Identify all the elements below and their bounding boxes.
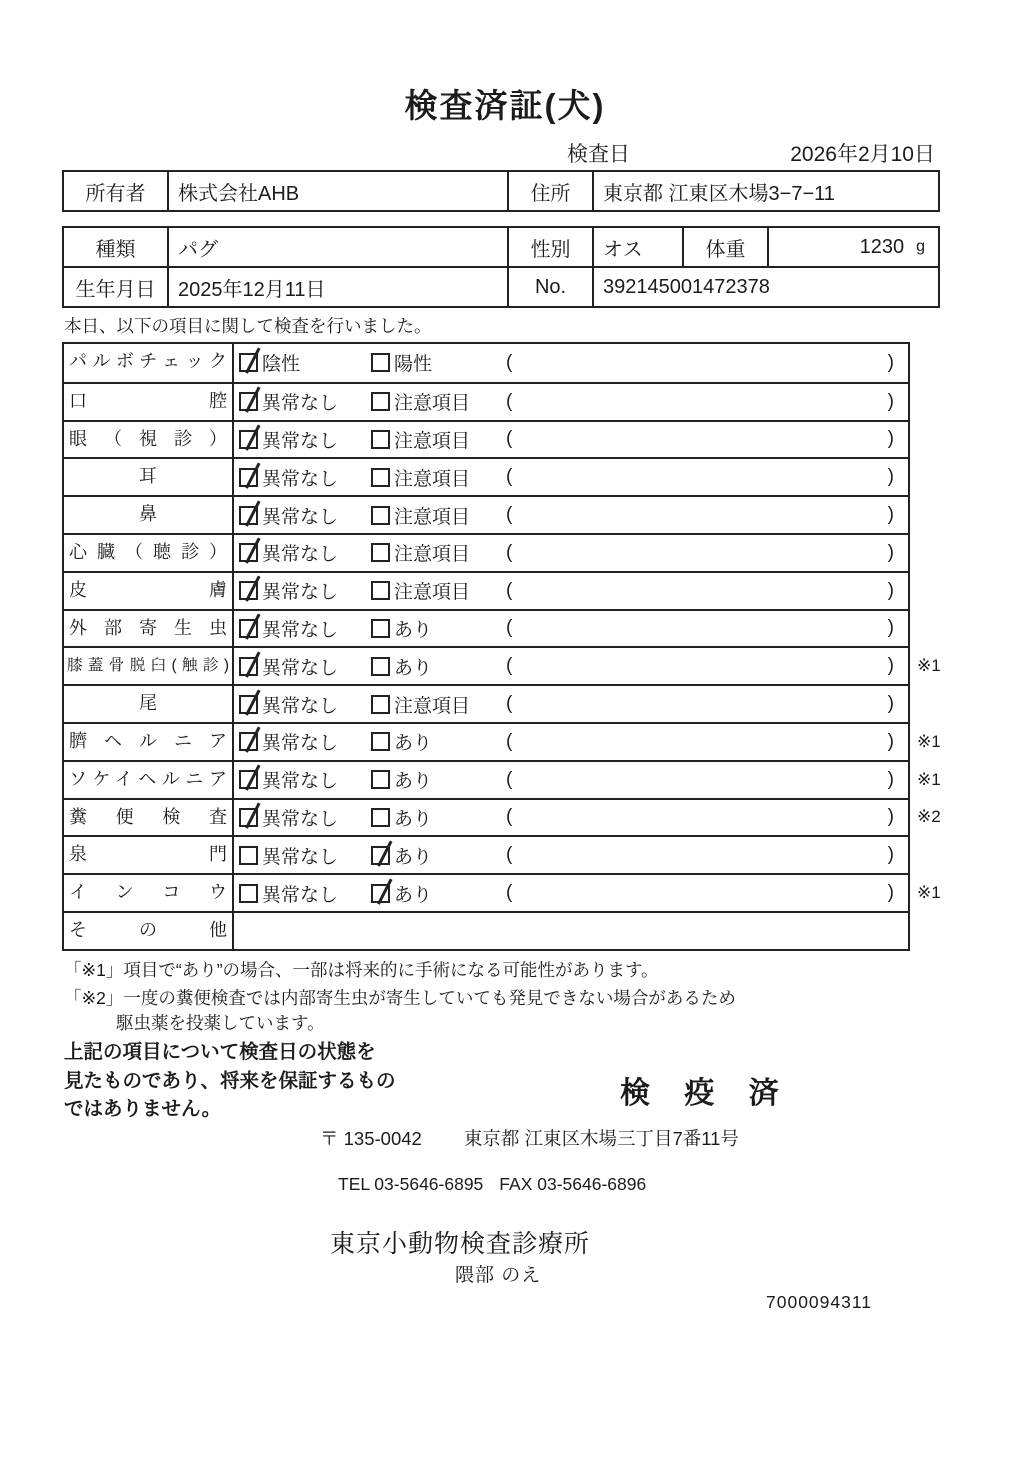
inspection-date-label: 検査日 [567, 143, 630, 166]
clinic-contact-line [338, 1174, 646, 1195]
result-option-label: 異常なし [262, 582, 339, 604]
result-option [239, 611, 338, 647]
exam-item-label: 皮膚 [64, 573, 234, 609]
checkbox-unchecked[interactable] [371, 392, 390, 411]
checkbox-unchecked[interactable] [371, 770, 390, 789]
checkbox-checked[interactable] [239, 657, 258, 676]
result-option [239, 573, 338, 609]
checkbox-unchecked[interactable] [371, 581, 390, 600]
open-paren: ( [506, 541, 513, 563]
result-option [239, 762, 338, 798]
clinic-fax: FAX 03-5646-6896 [499, 1174, 647, 1194]
open-paren: ( [506, 882, 513, 904]
checklist-row [64, 533, 908, 571]
checklist-row [64, 722, 941, 760]
owner-address-value: 東京都 江東区木場3−7−11 [592, 172, 938, 210]
checkbox-unchecked[interactable] [371, 543, 390, 562]
checklist-row [64, 457, 908, 495]
close-paren: ) [887, 768, 894, 790]
birth-label-cell: 生年月日 [75, 278, 156, 301]
result-option-label: 注意項目 [394, 695, 471, 717]
open-paren: ( [506, 844, 513, 866]
checkbox-unchecked[interactable] [371, 657, 390, 676]
result-option-label: 異常なし [262, 393, 339, 415]
checklist-row [64, 873, 941, 911]
exam-item-label: 鼻 [64, 497, 234, 533]
checkbox-checked[interactable] [239, 506, 258, 525]
open-paren: ( [506, 693, 513, 715]
result-option-label: 注意項目 [394, 430, 471, 452]
checkbox-checked[interactable] [371, 884, 390, 903]
open-paren: ( [506, 730, 513, 752]
result-option [239, 837, 338, 873]
checkbox-unchecked[interactable] [371, 468, 390, 487]
close-paren: ) [887, 351, 894, 373]
postal-code: 〒 135-0042 [320, 1128, 422, 1149]
result-option [371, 762, 432, 798]
remarks-field [506, 573, 894, 609]
species-value: パグ [167, 228, 507, 266]
checkbox-checked[interactable] [239, 695, 258, 714]
checkbox-unchecked[interactable] [239, 846, 258, 865]
exam-row-content [234, 875, 908, 911]
result-option [371, 800, 432, 836]
sex-value: オス [592, 228, 682, 266]
result-option [239, 724, 338, 760]
exam-item-label: 外部寄生虫 [64, 611, 234, 647]
exam-row-content [234, 344, 908, 382]
result-option-label: 異常なし [262, 544, 339, 566]
checkbox-checked[interactable] [239, 581, 258, 600]
result-option-label: 異常なし [262, 884, 339, 906]
footnote-2-continued: 駆虫薬を投薬しています。 [116, 1013, 325, 1033]
result-option [239, 422, 338, 458]
checklist-row [64, 344, 908, 382]
exam-row-content [234, 913, 908, 949]
document-number: 7000094311 [766, 1292, 873, 1312]
exam-row-content [234, 800, 908, 836]
intro-text: 本日、以下の項目に関して検査を行いました。 [64, 316, 432, 336]
remarks-field [506, 535, 894, 571]
close-paren: ) [887, 806, 894, 828]
exam-row-content [234, 535, 908, 571]
result-option [239, 800, 338, 836]
checkbox-checked[interactable] [239, 430, 258, 449]
clinic-tel: TEL 03-5646-6895 [338, 1174, 484, 1194]
checkbox-checked[interactable] [239, 619, 258, 638]
close-paren: ) [887, 655, 894, 677]
checkbox-checked[interactable] [239, 808, 258, 827]
checklist-row [64, 835, 908, 873]
result-option-label: 異常なし [262, 846, 339, 868]
inspection-date-value: 2026年2月10日 [790, 143, 935, 166]
exam-item-label: ソケイヘルニア [64, 762, 234, 798]
result-option [371, 459, 470, 495]
result-option [239, 648, 338, 684]
quarantine-passed-stamp: 検 疫 済 [620, 1077, 792, 1110]
owner-table [62, 170, 940, 212]
close-paren: ) [887, 693, 894, 715]
checkbox-checked[interactable] [239, 392, 258, 411]
registration-no-value: 392145001472378 [592, 268, 938, 306]
result-option [371, 384, 470, 420]
result-option [371, 875, 432, 911]
result-option-label: 異常なし [262, 430, 339, 452]
close-paren: ) [887, 844, 894, 866]
result-option-label: あり [394, 657, 433, 679]
exam-item-label: 臍ヘルニア [64, 724, 234, 760]
pet-info-table [62, 226, 940, 308]
result-option [239, 535, 338, 571]
exam-row-content [234, 686, 908, 722]
result-option-label: あり [394, 846, 433, 868]
exam-item-label: 眼（視診） [64, 422, 234, 458]
weight-cell [767, 228, 938, 266]
result-option-label: 注意項目 [394, 393, 471, 415]
exam-item-label: 心臓（聴診） [64, 535, 234, 571]
result-option-label: 異常なし [262, 808, 339, 830]
exam-row-content [234, 422, 908, 458]
remarks-field [506, 648, 894, 684]
checkbox-checked[interactable] [371, 846, 390, 865]
disclaimer-line: 上記の項目について検査日の状態を [64, 1041, 376, 1063]
remarks-field [506, 837, 894, 873]
result-option [371, 724, 432, 760]
result-option [239, 875, 338, 911]
exam-row-content [234, 762, 908, 798]
checkbox-unchecked[interactable] [371, 808, 390, 827]
checklist-row [64, 684, 908, 722]
result-option-label: あり [394, 733, 433, 755]
result-option [371, 422, 470, 458]
close-paren: ) [887, 390, 894, 412]
checkbox-unchecked[interactable] [371, 430, 390, 449]
remarks-field [506, 724, 894, 760]
remarks-field [506, 422, 894, 458]
open-paren: ( [506, 617, 513, 639]
remarks-field [506, 384, 894, 420]
open-paren: ( [506, 579, 513, 601]
clinic-name: 東京小動物検査診療所 [330, 1230, 591, 1258]
result-option [239, 459, 338, 495]
exam-item-label: 耳 [64, 459, 234, 495]
result-option-label: 陰性 [262, 354, 301, 376]
checkbox-checked[interactable] [239, 543, 258, 562]
footnote-2: 「※2」一度の糞便検査では内部寄生虫が寄生していても発見できない場合があるため [64, 988, 736, 1008]
result-option-label: 異常なし [262, 771, 339, 793]
footnote-marker: ※1 [917, 656, 941, 676]
result-option-label: 異常なし [262, 619, 339, 641]
remarks-field [506, 875, 894, 911]
result-option-label: 異常なし [262, 506, 339, 528]
open-paren: ( [506, 428, 513, 450]
checklist-row [64, 571, 908, 609]
open-paren: ( [506, 390, 513, 412]
close-paren: ) [887, 466, 894, 488]
checkbox-unchecked[interactable] [371, 695, 390, 714]
checklist-row [64, 495, 908, 533]
result-option-label: あり [394, 884, 433, 906]
close-paren: ) [887, 617, 894, 639]
remarks-field [506, 497, 894, 533]
owner-label-cell: 所有者 [85, 182, 146, 205]
footnote-marker: ※1 [917, 731, 941, 751]
exam-item-label: その他 [64, 913, 234, 949]
checklist-table [62, 342, 941, 951]
close-paren: ) [887, 428, 894, 450]
open-paren: ( [506, 504, 513, 526]
document-title: 検査済証(犬) [404, 87, 606, 124]
footnote-marker: ※2 [917, 807, 941, 827]
close-paren: ) [887, 730, 894, 752]
result-option [371, 344, 432, 382]
exam-item-label: 尾 [64, 686, 234, 722]
checklist-row [64, 420, 908, 458]
checkbox-unchecked[interactable] [371, 506, 390, 525]
exam-row-content [234, 497, 908, 533]
disclaimer-text [64, 1038, 396, 1124]
result-option-label: 異常なし [262, 657, 339, 679]
result-option-label: 異常なし [262, 733, 339, 755]
checklist-row [64, 609, 908, 647]
checkbox-checked[interactable] [239, 770, 258, 789]
result-option-label: あり [394, 619, 433, 641]
footnote-1: 「※1」項目で“あり”の場合、一部は将来的に手術になる可能性があります。 [64, 960, 659, 980]
exam-row-content [234, 459, 908, 495]
exam-item-label: 膝蓋骨脱臼(触診) [64, 648, 234, 684]
close-paren: ) [887, 579, 894, 601]
result-option [371, 535, 470, 571]
species-label-cell: 種類 [95, 238, 136, 261]
exam-item-label: インコウ [64, 875, 234, 911]
exam-row-content [234, 573, 908, 609]
result-option [239, 344, 300, 382]
close-paren: ) [887, 504, 894, 526]
checkbox-checked[interactable] [239, 468, 258, 487]
exam-item-label: 口腔 [64, 384, 234, 420]
result-option-label: 異常なし [262, 695, 339, 717]
exam-item-label: 泉門 [64, 837, 234, 873]
checklist-row [64, 760, 941, 798]
weight-label-cell: 体重 [682, 228, 767, 266]
weight-unit: g [916, 238, 925, 255]
result-option-label: 注意項目 [394, 544, 471, 566]
owner-name-value: 株式会社AHB [167, 172, 507, 210]
weight-value: 1230 [859, 235, 905, 258]
exam-row-content [234, 837, 908, 873]
open-paren: ( [506, 466, 513, 488]
owner-address-label-cell: 住所 [507, 172, 592, 210]
checkbox-unchecked[interactable] [371, 353, 390, 372]
result-option [239, 497, 338, 533]
checklist-row [64, 646, 941, 684]
result-option-label: 注意項目 [394, 506, 471, 528]
exam-item-label: パルボチェック [64, 344, 234, 382]
exam-row-content [234, 648, 908, 684]
result-option [371, 497, 470, 533]
checklist-row [64, 798, 941, 836]
checkbox-unchecked[interactable] [239, 884, 258, 903]
veterinarian-name: 隈部 のえ [455, 1265, 542, 1286]
result-option [371, 837, 432, 873]
checkbox-unchecked[interactable] [371, 732, 390, 751]
result-option [239, 686, 338, 722]
exam-item-label: 糞便検査 [64, 800, 234, 836]
footnote-marker: ※1 [917, 883, 941, 903]
exam-row-content [234, 611, 908, 647]
result-option [371, 611, 432, 647]
clinic-address-line [320, 1125, 739, 1151]
remarks-field [506, 800, 894, 836]
result-option-label: 注意項目 [394, 582, 471, 604]
result-option [371, 686, 470, 722]
open-paren: ( [506, 768, 513, 790]
open-paren: ( [506, 655, 513, 677]
remarks-field [506, 344, 894, 382]
open-paren: ( [506, 806, 513, 828]
result-option-label: あり [394, 808, 433, 830]
result-option-label: 異常なし [262, 468, 339, 490]
result-option [239, 384, 338, 420]
registration-no-label-cell: No. [507, 268, 592, 306]
remarks-field [506, 762, 894, 798]
result-option [371, 648, 432, 684]
sex-label-cell: 性別 [507, 228, 592, 266]
clinic-address: 東京都 江東区木場三丁目7番11号 [463, 1128, 739, 1149]
remarks-field [506, 459, 894, 495]
disclaimer-line: ではありません。 [64, 1098, 222, 1120]
open-paren: ( [506, 351, 513, 373]
close-paren: ) [887, 541, 894, 563]
remarks-field [506, 686, 894, 722]
checkbox-checked[interactable] [239, 732, 258, 751]
remarks-field [506, 611, 894, 647]
footnote-marker: ※1 [917, 769, 941, 789]
checkbox-checked[interactable] [239, 353, 258, 372]
birth-date-value: 2025年12月11日 [167, 268, 507, 306]
result-option-label: あり [394, 771, 433, 793]
result-option-label: 注意項目 [394, 468, 471, 490]
exam-row-content [234, 384, 908, 420]
result-option-label: 陽性 [394, 354, 433, 376]
disclaimer-line: 見たものであり、将来を保証するもの [64, 1069, 396, 1092]
checkbox-unchecked[interactable] [371, 619, 390, 638]
result-option [371, 573, 470, 609]
close-paren: ) [887, 882, 894, 904]
checklist-row [64, 911, 908, 949]
exam-row-content [234, 724, 908, 760]
checklist-row [64, 382, 908, 420]
